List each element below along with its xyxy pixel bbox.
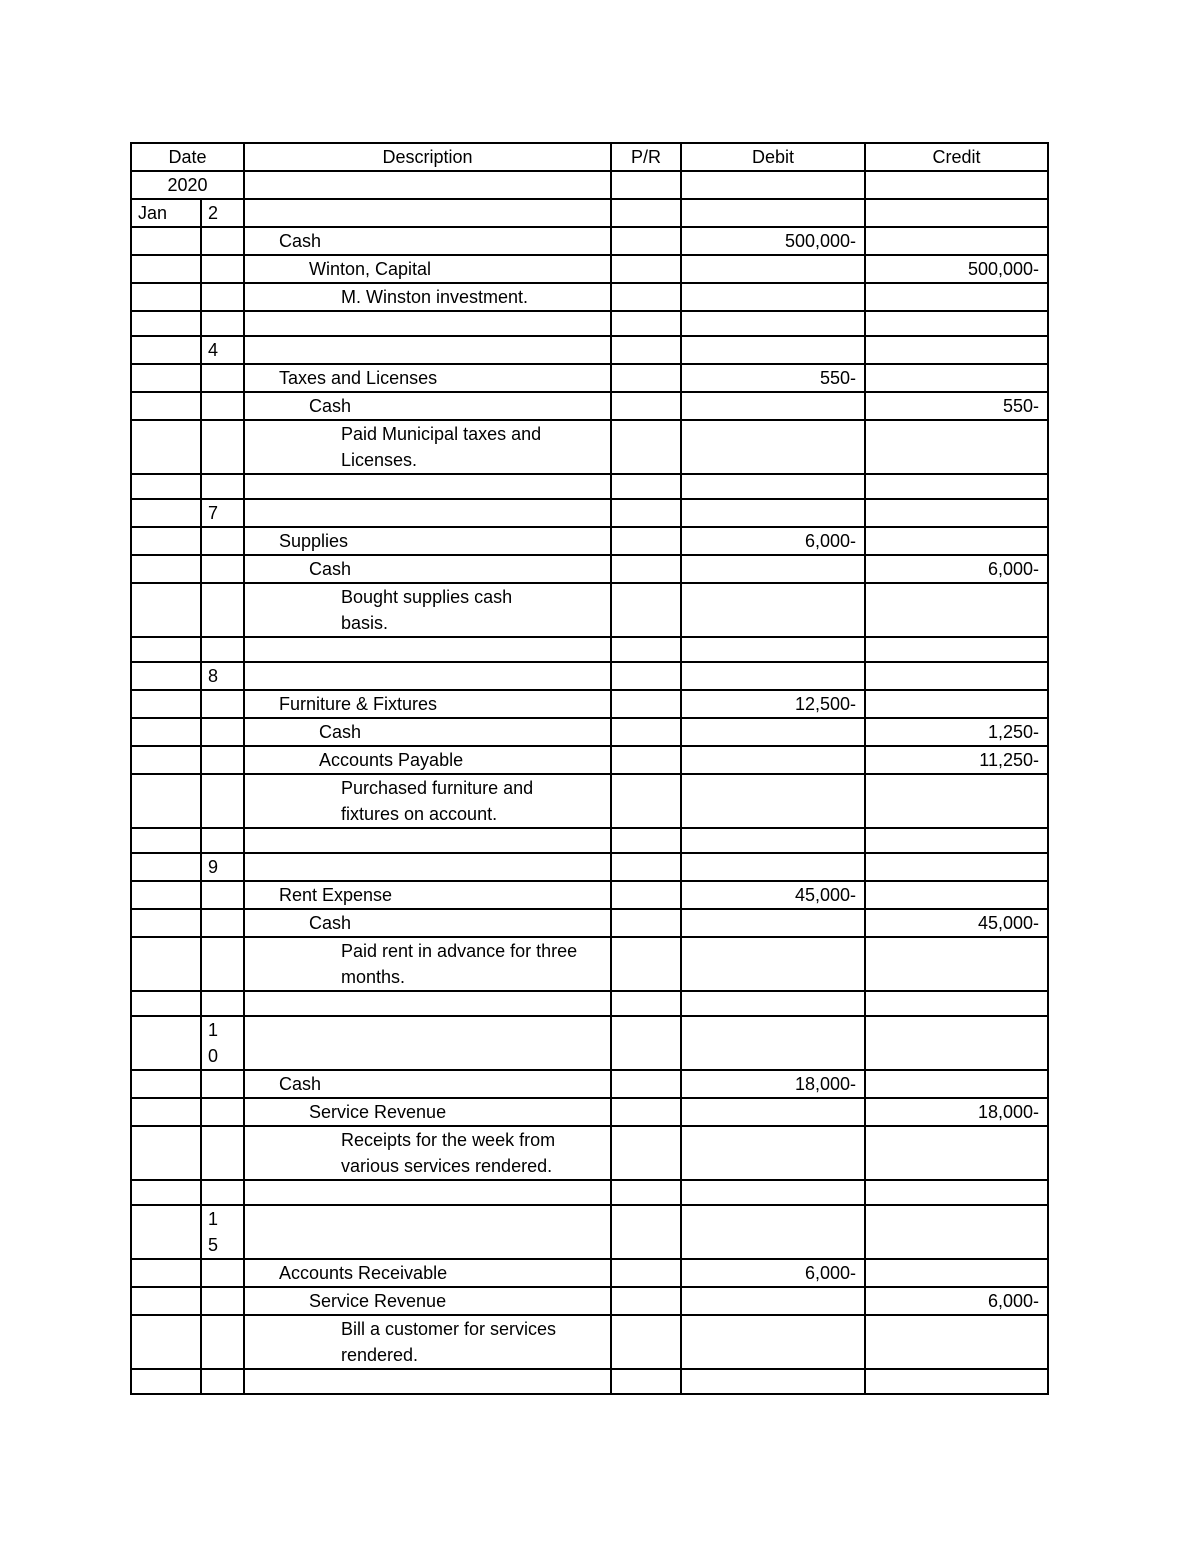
credit-account: Cash — [244, 718, 611, 746]
debit-row — [131, 1070, 1048, 1098]
credit-amount: 45,000- — [865, 909, 1048, 937]
line: months. — [341, 967, 406, 987]
debit-account: Taxes and Licenses — [244, 364, 611, 392]
memo-row — [131, 283, 1048, 311]
header-date: Date — [131, 143, 244, 171]
blank-row — [131, 991, 1048, 1016]
line: Bought supplies cash — [341, 587, 513, 607]
line: 0 — [208, 1046, 219, 1066]
day-cell: 9 — [201, 853, 244, 881]
entry-date-row — [131, 1205, 1048, 1259]
memo-cell — [244, 583, 611, 637]
credit-row — [131, 746, 1048, 774]
day-cell: 2 — [201, 199, 244, 227]
memo-row — [131, 774, 1048, 828]
memo-cell — [244, 420, 611, 474]
debit-row — [131, 690, 1048, 718]
debit-amount: 6,000- — [681, 527, 865, 555]
header-description: Description — [244, 143, 611, 171]
debit-row — [131, 1259, 1048, 1287]
credit-amount: 18,000- — [865, 1098, 1048, 1126]
credit-account: Service Revenue — [244, 1287, 611, 1315]
line: various services rendered. — [341, 1156, 553, 1176]
blank-row — [131, 637, 1048, 662]
credit-row — [131, 1287, 1048, 1315]
line: Purchased furniture and — [341, 778, 534, 798]
credit-account: Service Revenue — [244, 1098, 611, 1126]
blank-row — [131, 828, 1048, 853]
memo-cell — [244, 937, 611, 991]
credit-account: Cash — [244, 555, 611, 583]
line: 1 — [208, 1209, 219, 1229]
header-credit: Credit — [865, 143, 1048, 171]
day-cell: 7 — [201, 499, 244, 527]
entry-date-row — [131, 199, 1048, 227]
memo-row — [131, 420, 1048, 474]
debit-account: Rent Expense — [244, 881, 611, 909]
memo-row — [131, 1315, 1048, 1369]
day-cell: 8 — [201, 662, 244, 690]
day-cell — [201, 1016, 244, 1070]
credit-row — [131, 392, 1048, 420]
credit-row — [131, 1098, 1048, 1126]
header-debit: Debit — [681, 143, 865, 171]
credit-amount: 11,250- — [865, 746, 1048, 774]
debit-amount: 550- — [681, 364, 865, 392]
entry-date-row — [131, 662, 1048, 690]
debit-account: Furniture & Fixtures — [244, 690, 611, 718]
memo-cell — [244, 1315, 611, 1369]
debit-account: Cash — [244, 1070, 611, 1098]
memo-row — [131, 1126, 1048, 1180]
line: Paid Municipal taxes and — [341, 424, 542, 444]
day-cell: 4 — [201, 336, 244, 364]
memo-cell: M. Winston investment. — [244, 283, 611, 311]
debit-amount: 18,000- — [681, 1070, 865, 1098]
year-cell: 2020 — [131, 171, 244, 199]
credit-amount: 500,000- — [865, 255, 1048, 283]
journal-body — [131, 171, 1048, 1394]
blank-row — [131, 474, 1048, 499]
entry-date-row — [131, 853, 1048, 881]
line: fixtures on account. — [341, 804, 498, 824]
line: basis. — [341, 613, 389, 633]
debit-amount: 12,500- — [681, 690, 865, 718]
credit-amount: 6,000- — [865, 1287, 1048, 1315]
credit-account: Accounts Payable — [244, 746, 611, 774]
blank-row — [131, 1180, 1048, 1205]
debit-row — [131, 881, 1048, 909]
entry-date-row — [131, 499, 1048, 527]
credit-row — [131, 718, 1048, 746]
year-row — [131, 171, 1048, 199]
credit-account: Cash — [244, 909, 611, 937]
month-cell: Jan — [131, 199, 201, 227]
debit-row — [131, 364, 1048, 392]
day-cell — [201, 1205, 244, 1259]
credit-row — [131, 255, 1048, 283]
debit-account: Accounts Receivable — [244, 1259, 611, 1287]
debit-row — [131, 227, 1048, 255]
entry-date-row — [131, 1016, 1048, 1070]
debit-account: Cash — [244, 227, 611, 255]
line: Licenses. — [341, 450, 418, 470]
credit-row — [131, 909, 1048, 937]
credit-amount: 6,000- — [865, 555, 1048, 583]
blank-row — [131, 1369, 1048, 1394]
line: Receipts for the week from — [341, 1130, 556, 1150]
header-pr: P/R — [611, 143, 681, 171]
line: Paid rent in advance for three — [341, 941, 578, 961]
debit-account: Supplies — [244, 527, 611, 555]
credit-account: Winton, Capital — [244, 255, 611, 283]
line: 1 — [208, 1020, 219, 1040]
memo-row — [131, 937, 1048, 991]
line: 5 — [208, 1235, 219, 1255]
line: Bill a customer for services — [341, 1319, 557, 1339]
debit-amount: 500,000- — [681, 227, 865, 255]
memo-row — [131, 583, 1048, 637]
blank-row — [131, 311, 1048, 336]
general-journal-table — [130, 142, 1049, 1395]
debit-amount: 45,000- — [681, 881, 865, 909]
line: rendered. — [341, 1345, 419, 1365]
credit-account: Cash — [244, 392, 611, 420]
debit-amount: 6,000- — [681, 1259, 865, 1287]
entry-date-row — [131, 336, 1048, 364]
header-row — [131, 143, 1048, 171]
credit-amount: 550- — [865, 392, 1048, 420]
memo-cell — [244, 774, 611, 828]
debit-row — [131, 527, 1048, 555]
memo-cell — [244, 1126, 611, 1180]
credit-row — [131, 555, 1048, 583]
credit-amount: 1,250- — [865, 718, 1048, 746]
